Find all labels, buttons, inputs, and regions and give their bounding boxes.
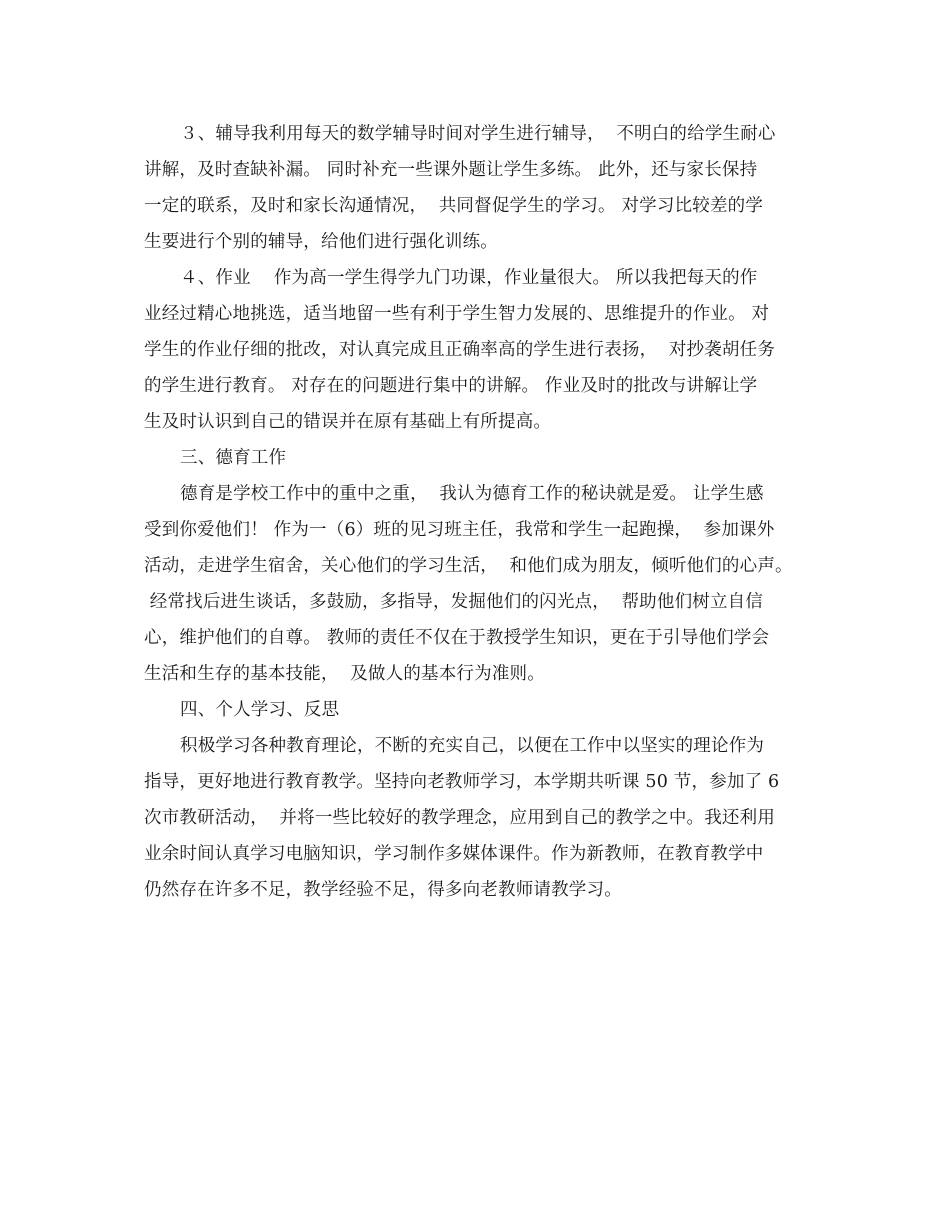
paragraph-line: 讲解，及时查缺补漏。 同时补充一些课外题让学生多练。 此外，还与家长保持 [144, 160, 758, 180]
paragraph-line: 的学生进行教育。 对存在的问题进行集中的讲解。 作业及时的批改与讲解让学 [144, 376, 758, 396]
paragraph-line: 一定的联系，及时和家长沟通情况， 共同督促学生的学习。 对学习比较差的学 [144, 196, 764, 216]
paragraph-line: 积极学习各种教育理论，不断的充实自己，以便在工作中以坚实的理论作为 [180, 736, 765, 756]
paragraph-line: 业经过精心地挑选，适当地留一些有利于学生智力发展的、思维提升的作业。 对 [144, 304, 770, 324]
paragraph-line: 次市教研活动， 并将一些比较好的教学理念，应用到自己的教学之中。我还利用 [144, 808, 776, 828]
paragraph-line: 心，维护他们的自尊。 教师的责任不仅在于教授学生知识，更在于引导他们学会 [144, 628, 770, 648]
paragraph-line: 受到你爱他们！ 作为一（6）班的见习班主任，我常和学生一起跑操， 参加课外 [144, 520, 775, 540]
paragraph-line: 指导，更好地进行教育教学。坚持向老教师学习，本学期共听课 50 节，参加了 6 [144, 772, 780, 792]
paragraph-line: 活动，走进学生宿舍，关心他们的学习生活， 和他们成为朋友，倾听他们的心声。 [144, 556, 793, 576]
paragraph-line: 经常找后进生谈话，多鼓励，多指导，发掘他们的闪光点， 帮助他们树立自信 [144, 592, 764, 612]
paragraph-line: 学生的作业仔细的批改，对认真完成且正确率高的学生进行表扬， 对抄袭胡任务 [144, 340, 776, 360]
paragraph-line: 业余时间认真学习电脑知识，学习制作多媒体课件。作为新教师，在教育教学中 [144, 844, 764, 864]
paragraph-line: ３、辅导我利用每天的数学辅导时间对学生进行辅导， 不明白的给学生耐心 [180, 124, 776, 144]
section-heading: 四、个人学习、反思 [180, 700, 340, 720]
paragraph-line: 仍然存在许多不足，教学经验不足，得多向老教师请教学习。 [144, 880, 622, 900]
paragraph-line: 生要进行个别的辅导，给他们进行强化训练。 [144, 232, 498, 252]
section-heading: 三、德育工作 [180, 448, 287, 468]
paragraph-line: 德育是学校工作中的重中之重， 我认为德育工作的秘诀就是爱。 让学生感 [180, 484, 764, 504]
paragraph-line: 生及时认识到自己的错误并在原有基础上有所提高。 [144, 412, 552, 432]
paragraph-line: 生活和生存的基本技能， 及做人的基本行为准则。 [144, 664, 545, 684]
paragraph-line: ４、作业 作为高一学生得学九门功课，作业量很大。 所以我把每天的作 [180, 268, 758, 288]
